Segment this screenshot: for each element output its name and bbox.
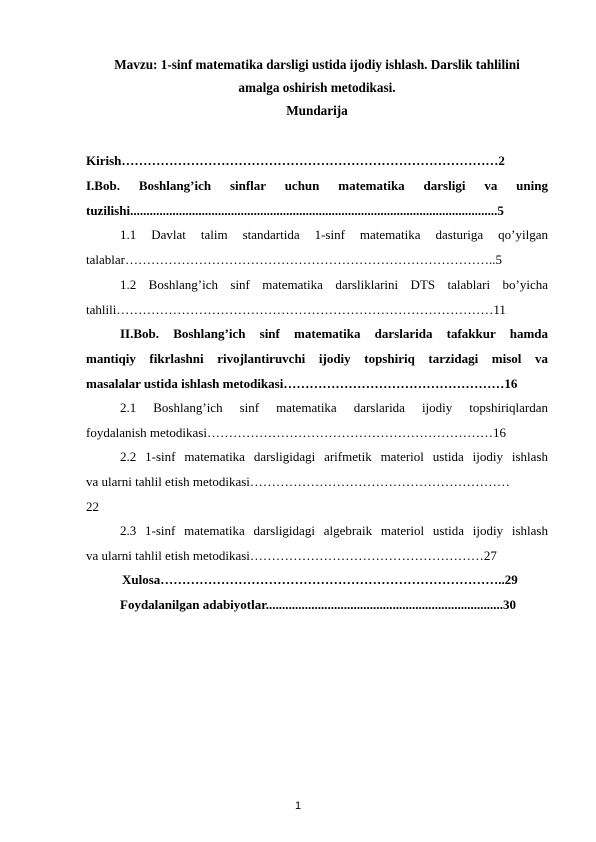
toc-section-1-2-line1: 1.2 Boshlang’ich sinf matematika darsliklarini DTS talablari bo’yicha <box>120 277 548 292</box>
toc-section-2-3-line1: 2.3 1-sinf matematika darsligidagi algebraik materiol ustida ijodiy ishlash <box>120 523 548 538</box>
document-title-line2: amalga oshirish metodikasi. <box>238 80 396 95</box>
toc-intro: Kirish……………………………………………………………………………2 <box>86 153 505 168</box>
toc-section-2-2-line2: va ularni tahlil etish metodikasi…………………………………………………… <box>86 474 510 489</box>
toc-section-2-1-line2: foydalanish metodikasi…………………………………………………………16 <box>86 425 506 440</box>
toc-section-2-3-line2: va ularni tahlil etish metodikasi………………………………………………27 <box>86 548 497 563</box>
toc-chapter2-line3: masalalar ustida ishlash metodikasi……………………………………………16 <box>86 376 518 391</box>
toc-section-1-2-line2: tahlili……………………………………………………………………………11 <box>86 302 506 317</box>
toc-section-2-2-line3: 22 <box>86 499 99 514</box>
toc-heading: Mundarija <box>286 103 348 118</box>
toc-chapter2-line1: II.Bob. Boshlang’ich sinf matematika darslarida tafakkur hamda <box>120 326 548 341</box>
toc-chapter1-line1: I.Bob. Boshlang’ich sinflar uchun matematika darsligi va uning <box>86 178 548 193</box>
toc-chapter1-line2: tuzilishi.................................................................................................................5 <box>86 203 504 218</box>
toc-section-2-1-line1: 2.1 Boshlang’ich sinf matematika darslarida ijodiy topshiriqlardan <box>120 400 548 415</box>
toc-chapter2-line2: mantiqiy fikrlashni rivojlantiruvchi ijodiy topshiriq tarzidagi misol va <box>86 351 548 366</box>
toc-section-1-1-line1: 1.1 Davlat talim standartida 1-sinf matematika dasturiga qo’yilgan <box>120 227 548 242</box>
toc-conclusion: Xulosa……………………………………………………………………..29 <box>122 572 518 587</box>
toc-section-2-2-line1: 2.2 1-sinf matematika darsligidagi arifmetik materiol ustida ijodiy ishlash <box>120 449 548 464</box>
toc-references: Foydalanilgan adabiyotlar.........................................................................30 <box>120 597 517 612</box>
page-number: 1 <box>294 800 302 812</box>
toc-section-1-1-line2: talablar…………………………………………………………………………..5 <box>86 252 502 267</box>
document-title-line1: Mavzu: 1-sinf matematika darsligi ustida ijodiy ishlash. Darslik tahlilini <box>114 57 520 72</box>
